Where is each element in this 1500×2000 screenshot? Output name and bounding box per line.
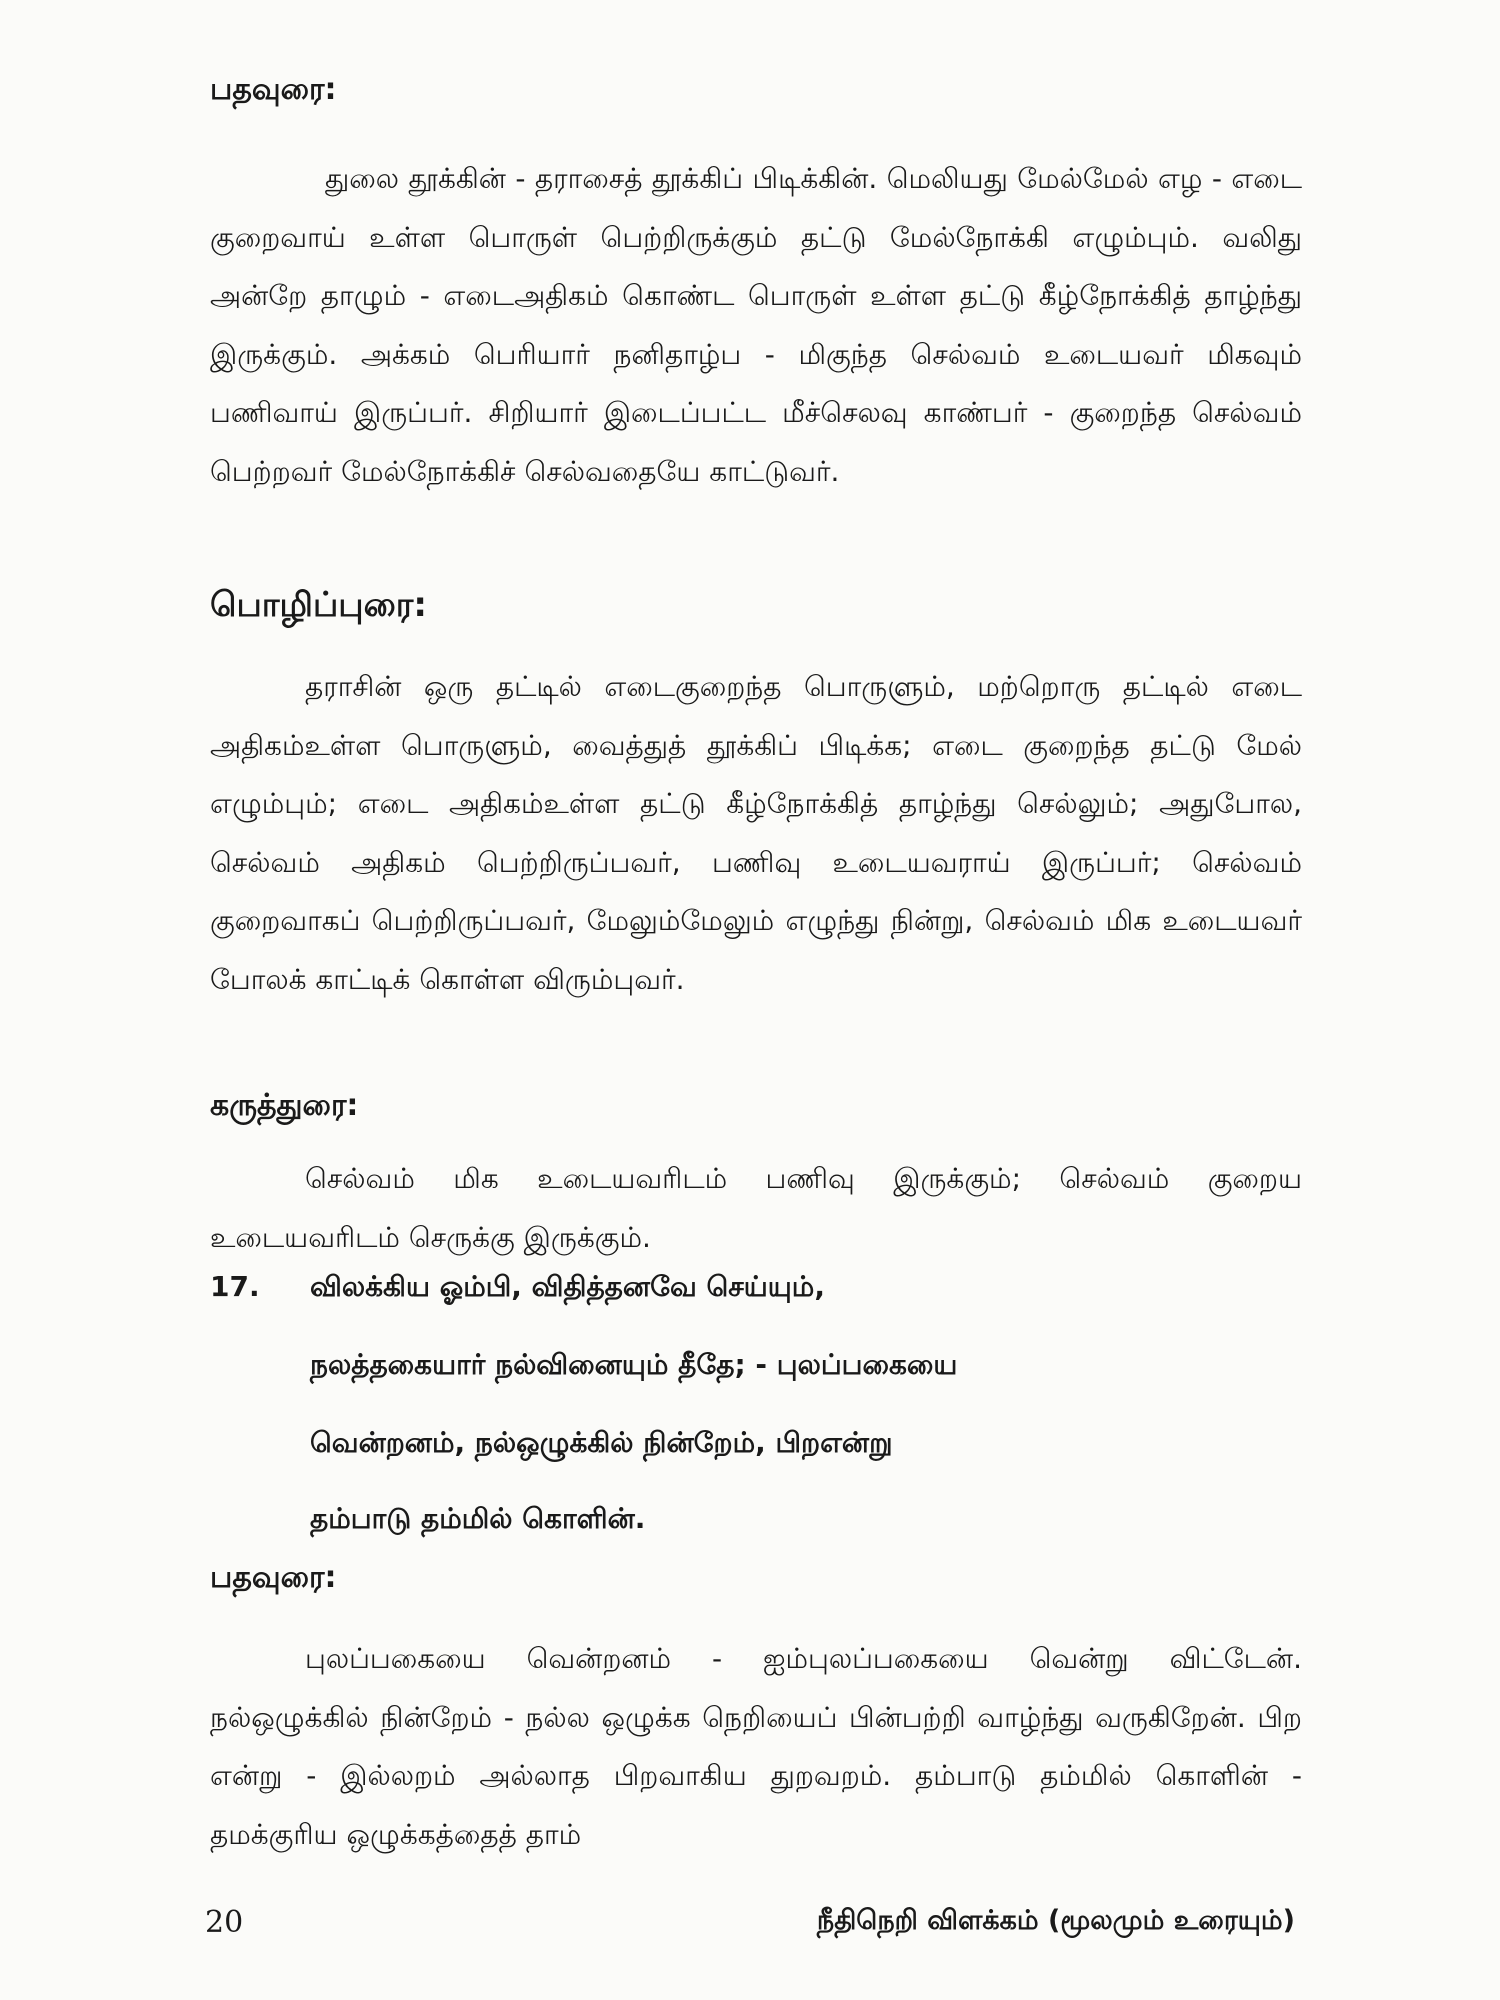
verse-line-4: தம்பாடு தம்மில் கொளின்.	[310, 1502, 646, 1535]
page-number: 20	[205, 1905, 244, 1940]
padavurai-paragraph-2: புலப்பகையை வென்றனம் - ஐம்புலப்பகையை வென்று விட்டேன். நல்ஒழுக்கில் நின்றேம் - நல்ல ஒழுக்க நெறியைப் பின்பற்றி வாழ்ந்து வருகிறேன். பிற என்று - இல்லறம் அல்லாத பிறவாகிய துறவறம். தம்பாடு தம்மில் கொளின் - தமக்குரிய ஒழுக்கத்தைத் தாம்	[210, 1642, 1302, 1851]
pozhippurai-paragraph: தராசின் ஒரு தட்டில் எடைகுறைந்த பொருளும், மற்றொரு தட்டில் எடை அதிகம்உள்ள பொருளும், வைத்துத் தூக்கிப் பிடிக்க; எடை குறைந்த தட்டு மேல் எழும்பும்; எடை அதிகம்உள்ள தட்டு கீழ்நோக்கித் தாழ்ந்து செல்லும்; அதுபோல, செல்வம் அதிகம் பெற்றிருப்பவர், பணிவு உடையவராய் இருப்பர்; செல்வம் குறைவாகப் பெற்றிருப்பவர், மேலும்மேலும் எழுந்து நின்று, செல்வம் மிக உடையவர் போலக் காட்டிக் கொள்ள விரும்புவர்.	[210, 670, 1302, 996]
verse-line-2: நலத்தகையார் நல்வினையும் தீதே; - புலப்பகையை	[310, 1348, 958, 1381]
padavurai-paragraph: துலை தூக்கின் - தராசைத் தூக்கிப் பிடிக்கின். மெலியது மேல்மேல் எழ - எடை குறைவாய் உள்ள பொருள் பெற்றிருக்கும் தட்டு மேல்நோக்கி எழும்பும். வலிது அன்றே தாழும் - எடைஅதிகம் கொண்ட பொருள் உள்ள தட்டு கீழ்நோக்கித் தாழ்ந்து இருக்கும். அக்கம் பெரியார் நனிதாழ்ப - மிகுந்த செல்வம் உடையவர் மிகவும் பணிவாய் இருப்பர். சிறியார் இடைப்பட்ட மீச்செலவு காண்பர் - குறைந்த செல்வம் பெற்றவர் மேல்நோக்கிச் செல்வதையே காட்டுவர்.	[210, 162, 1302, 488]
karuthurai-paragraph: செல்வம் மிக உடையவரிடம் பணிவு இருக்கும்; செல்வம் குறைய உடையவரிடம் செருக்கு இருக்கும்.	[210, 1162, 1302, 1254]
section-heading-pozhippurai: பொழிப்புரை:	[210, 585, 427, 625]
verse-line-3: வென்றனம், நல்ஒழுக்கில் நின்றேம், பிறஎன்று	[310, 1426, 893, 1459]
section-heading-padavurai-2: பதவுரை:	[210, 1560, 337, 1595]
section-heading-padavurai: பதவுரை:	[210, 72, 337, 107]
section-heading-karuthurai: கருத்துரை:	[210, 1088, 359, 1123]
verse-number: 17.	[210, 1270, 260, 1303]
book-title-footer: நீதிநெறி விளக்கம் (மூலமும் உரையும்)	[816, 1905, 1295, 1936]
verse-line-1: விலக்கிய ஓம்பி, விதித்தனவே செய்யும்,	[310, 1270, 825, 1303]
